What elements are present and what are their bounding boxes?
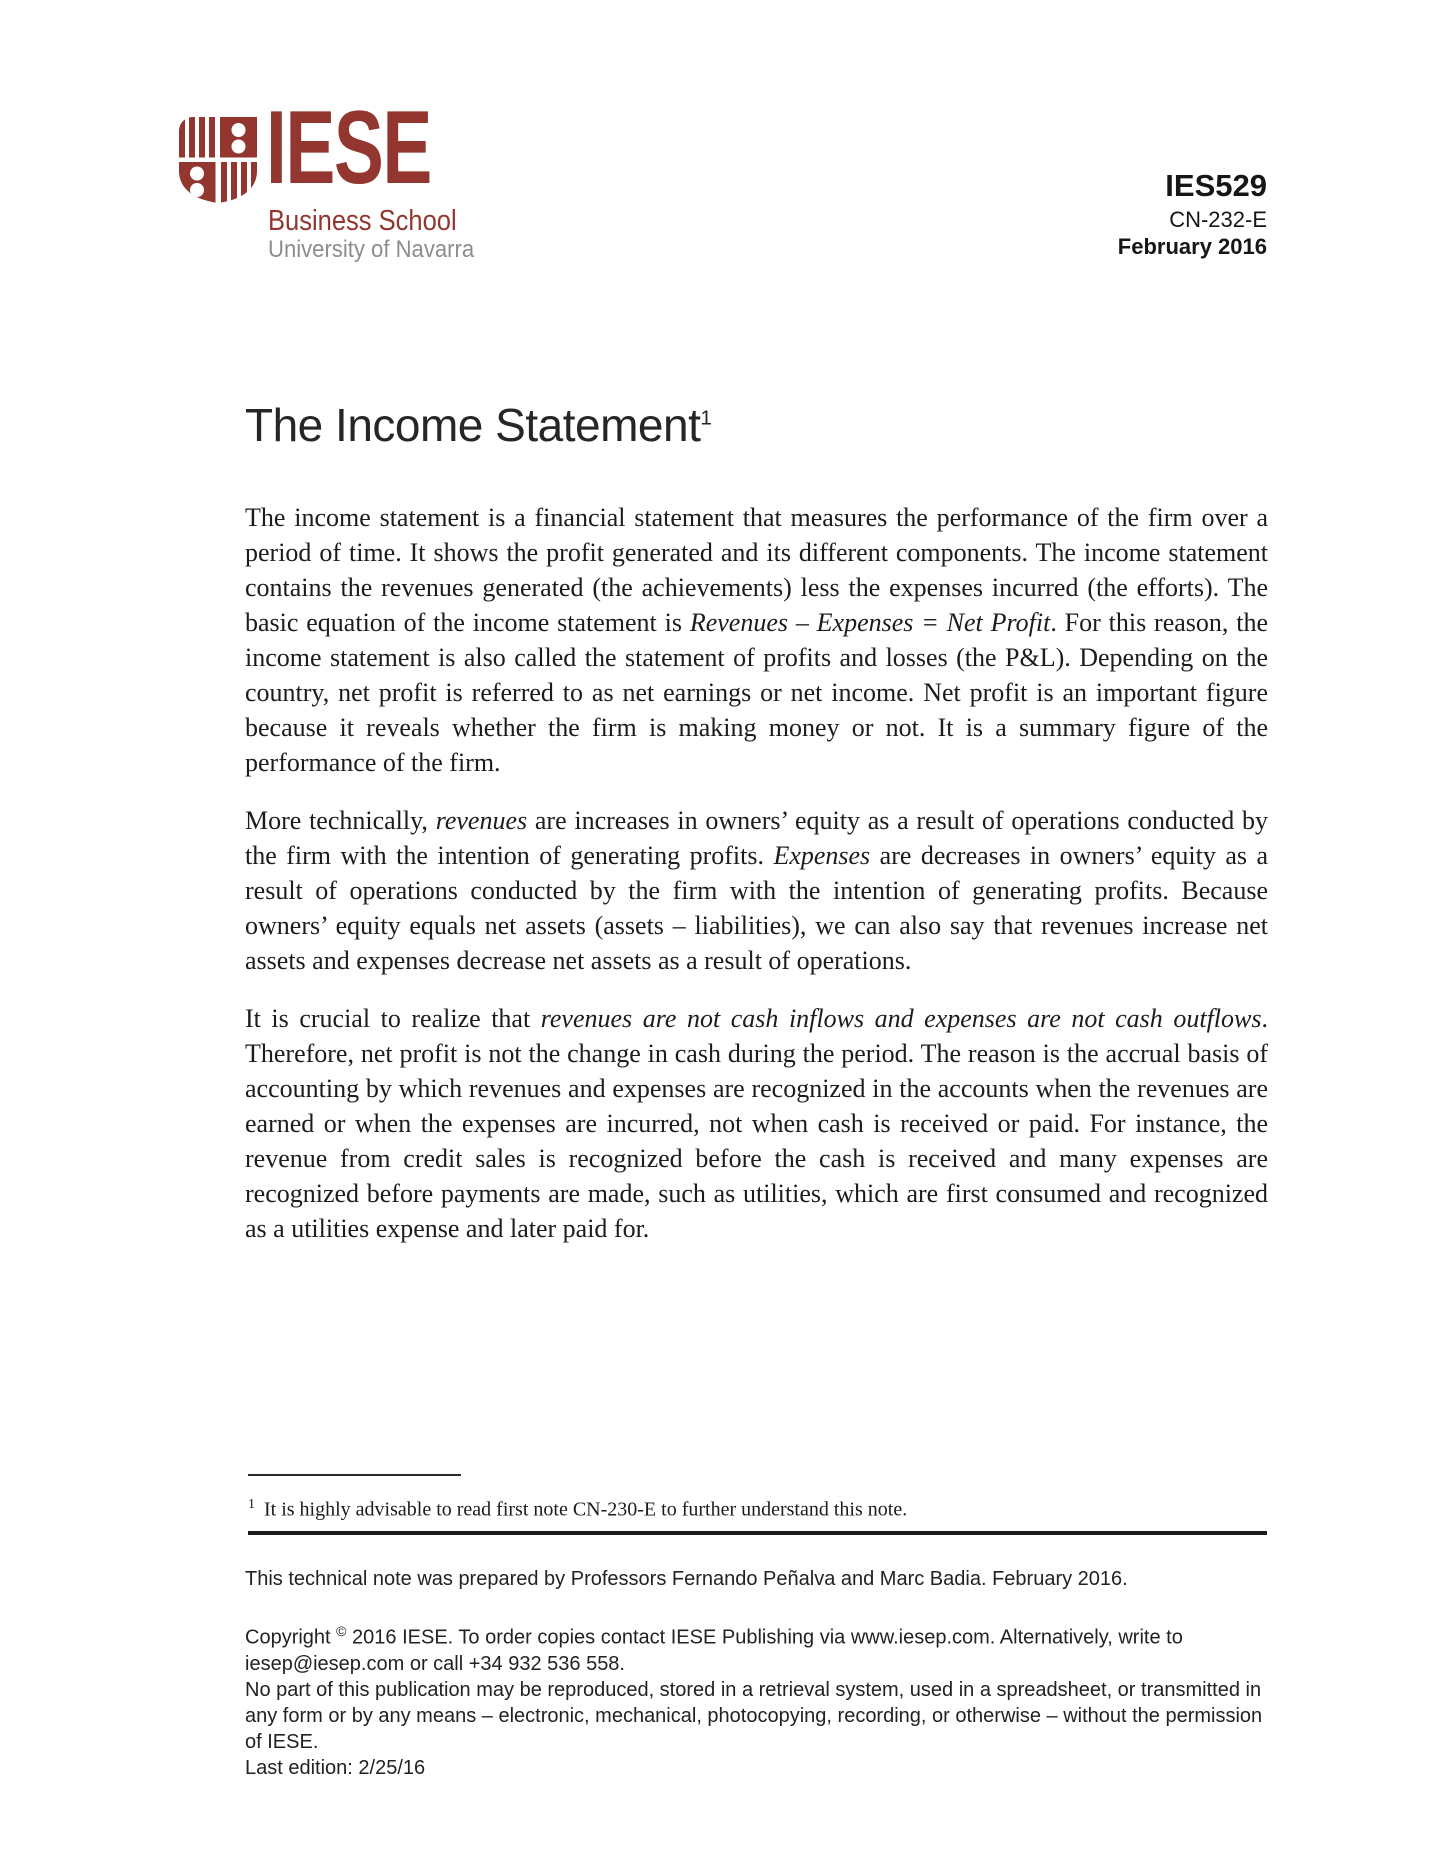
document-body: [245, 500, 1268, 1269]
footer-reproduction-notice: No part of this publication may be reproduced, stored in a retrieval system, used in a spreadsheet, or transmitted in any form or by any means – electronic, mechanical, photocopying, recording, or otherwise – without the permission of IESE.: [245, 1678, 1263, 1753]
header-meta: [1118, 168, 1267, 261]
body-paragraph-3: It is crucial to realize that revenues are not cash inflows and expenses are not cash outflows. Therefore, net profit is not the change in cash during the period. The reason is the accrual basis of accounting by which revenues and expenses are recognized in the accounts when the revenues are earned or when the expenses are incurred, not when cash is received or paid. For instance, the revenue from credit sales is recognized before the cash is received and many expenses are recognized before payments are made, such as utilities, which are first consumed and recognized as a utilities expense and later paid for.: [245, 1004, 1268, 1243]
footer-prepared-by: This technical note was prepared by Professors Fernando Peñalva and Marc Badia. February 2016.: [245, 1568, 1128, 1590]
footer-last-edition: Last edition: 2/25/16: [245, 1756, 426, 1779]
footnote-separator: [248, 1474, 461, 1476]
footer-rule: [248, 1531, 1267, 1535]
logo-university: University of Navarra: [268, 236, 475, 263]
body-paragraph-2: More technically, revenues are increases in owners’ equity as a result of operations conducted by the firm with the intention of generating profits. Expenses are decreases in owners’ equity as a result of operations conducted by the firm with the intention of generating profits. Because owners’ equity equals net assets (assets – liabilities), we can also say that revenues increase net assets and expenses decrease net assets as a result of operations.: [245, 806, 1268, 975]
footer-copyright: Copyright © 2016 IESE. To order copies contact IESE Publishing via www.iesep.com. Alternatively, write to iesep@iesep.com or call +34 932 536 558.: [245, 1623, 1183, 1675]
page-title: The Income Statement$^1$: [245, 399, 712, 451]
document-id: IES529: [1165, 168, 1267, 203]
footnote-1: $^1$ It is highly advisable to read first note CN-230-E to further understand this note.: [248, 1497, 908, 1521]
publication-date: February 2016: [1117, 234, 1267, 260]
footer-block: [245, 1566, 1269, 1807]
reference-code: CN-232-E: [1169, 206, 1267, 232]
logo-business-school: Business School: [268, 205, 457, 237]
body-paragraph-1: The income statement is a financial statement that measures the performance of the firm over a period of time. It shows the profit generated and its different components. The income statement contains the revenues generated (the achievements) less the expenses incurred (the efforts). The basic equation of the income statement is Revenues – Expenses = Net Profit. For this reason, the income statement is also called the statement of profits and losses (the P&L). Depending on the country, net profit is referred to as net earnings or net income. Net profit is an important figure because it reveals whether the firm is making money or not. It is a summary figure of the performance of the firm.: [245, 503, 1269, 777]
logo-wordmark: IESE: [266, 90, 431, 206]
iese-logo: [178, 90, 478, 272]
iese-shield-icon: [178, 116, 258, 204]
